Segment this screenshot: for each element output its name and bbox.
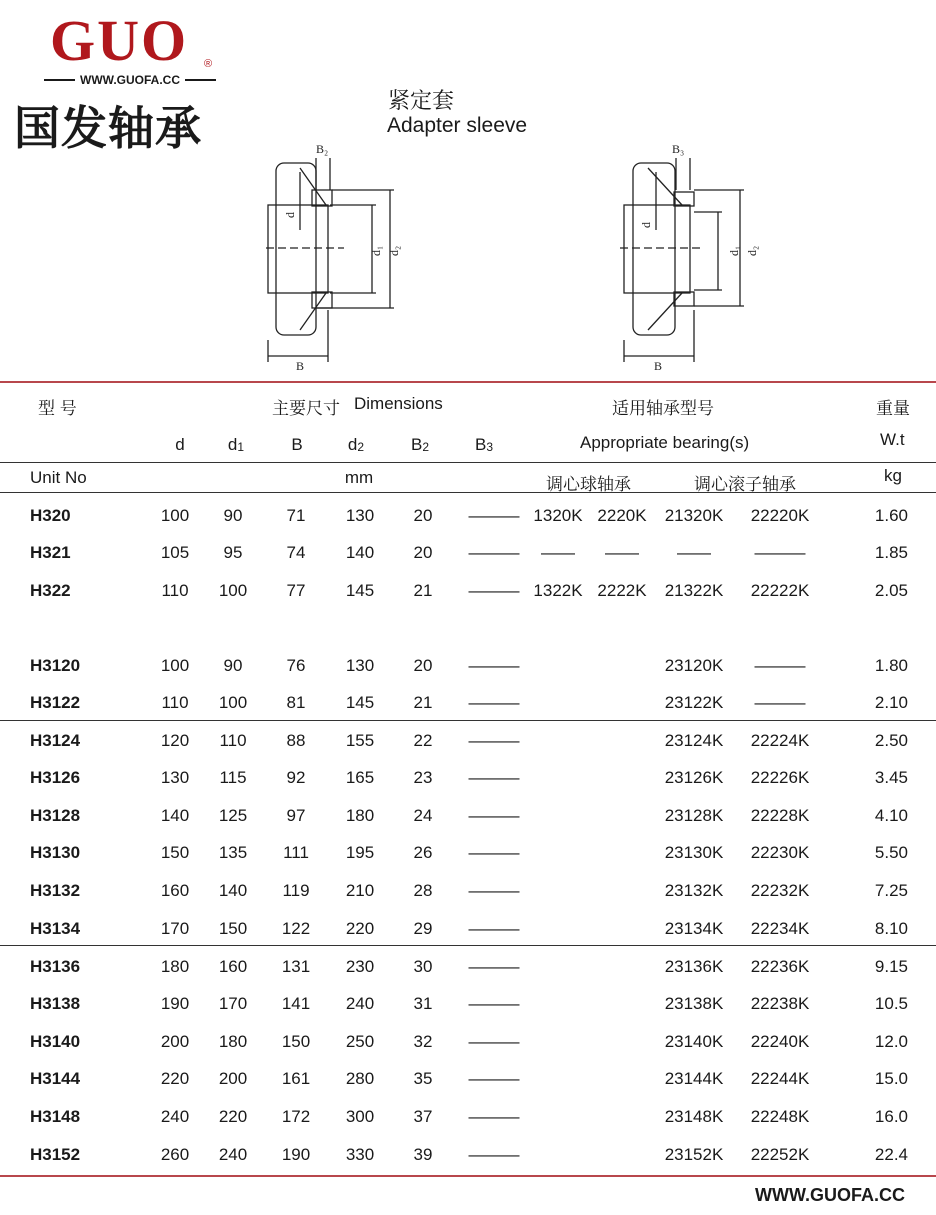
cell-weight: 8.10 [874,919,908,938]
diagram-right [620,158,744,362]
cell-ball-22: —— [605,543,639,562]
cell-b2: 28 [413,881,433,900]
cell-b3: ——— [468,1069,520,1088]
cell-roller-2: 21320K [664,506,724,525]
cell-d2: 330 [345,1145,375,1164]
cell-roller-22: 22224K [750,731,810,750]
cell-b: 161 [281,1069,311,1088]
cell-b: 97 [286,806,306,825]
group-separator [0,945,936,946]
cell-unit-no: H322 [30,581,71,600]
cell-d: 170 [160,919,190,938]
cell-b3: ——— [468,1145,520,1164]
header-roller-bearing-cn: 调心滚子轴承 [694,475,796,494]
header-col-b3: $B_3$ [474,435,494,454]
title-en: Adapter sleeve [387,114,528,137]
cell-roller-22: ——— [754,693,806,712]
cell-unit-no: H3140 [30,1032,81,1051]
cell-d1: 170 [218,994,248,1013]
cell-d: 260 [160,1145,190,1164]
cell-roller-2: —— [677,543,711,562]
header-rule [0,462,936,463]
cell-d1: 90 [223,656,243,675]
cell-roller-22: 22220K [750,506,810,525]
cell-d1: 160 [218,957,248,976]
cell-roller-2: 23138K [664,994,724,1013]
cell-weight: 1.60 [874,506,908,525]
header-model-cn: 型 号 [38,399,77,418]
cell-d2: 230 [345,957,375,976]
footer-url: WWW.GUOFA.CC [755,1185,905,1205]
cell-d1: 240 [218,1145,248,1164]
cell-weight: 2.10 [874,693,908,712]
diagram-right-b3-label: B₃ [672,142,685,156]
header-dims-cn: 主要尺寸 [272,399,340,418]
cell-weight: 22.4 [874,1145,908,1164]
cell-weight: 15.0 [874,1069,908,1088]
brand-name-cn: 国发轴承 [14,101,202,155]
diagram-right-d2-label: d₂ [745,245,759,256]
cell-roller-22: 22252K [750,1145,810,1164]
cell-roller-22: 22248K [750,1107,810,1126]
cell-b: 122 [281,919,311,938]
cell-b3: ——— [468,581,520,600]
cell-unit-no: H3132 [30,881,81,900]
header-unit-no: Unit No [30,468,87,487]
cell-d: 150 [160,843,190,862]
cell-b2: 31 [413,994,433,1013]
cell-unit-no: H3130 [30,843,81,862]
cell-d: 160 [160,881,190,900]
cell-b2: 24 [413,806,433,825]
cell-d2: 165 [345,768,375,787]
cell-b: 77 [286,581,306,600]
logo-url-text: WWW.GUOFA.CC [80,73,180,87]
cell-d1: 140 [218,881,248,900]
cell-d: 100 [160,656,190,675]
cell-b3: ——— [468,806,520,825]
cell-roller-2: 23132K [664,881,724,900]
cell-roller-22: 22228K [750,806,810,825]
cell-b3: ——— [468,1107,520,1126]
cell-d2: 145 [345,581,375,600]
cell-b: 74 [286,543,306,562]
cell-roller-2: 23134K [664,919,724,938]
cell-unit-no: H3122 [30,693,81,712]
cell-roller-22: 22234K [750,919,810,938]
cell-weight: 5.50 [874,843,908,862]
cell-weight: 12.0 [874,1032,908,1051]
diagram-left-d2-label: d₂ [387,245,401,256]
cell-b: 119 [282,881,310,900]
cell-weight: 16.0 [874,1107,908,1126]
cell-b3: ——— [468,768,520,787]
cell-d1: 110 [219,731,247,750]
cell-d2: 240 [345,994,375,1013]
cell-d2: 130 [345,656,375,675]
cell-d: 140 [160,806,190,825]
cell-b2: 23 [413,768,433,787]
cell-d1: 150 [218,919,248,938]
adapter-sleeve-diagrams [0,130,936,380]
cell-b2: 20 [413,543,433,562]
cell-d: 200 [160,1032,190,1051]
cell-unit-no: H3136 [30,957,81,976]
cell-d: 105 [160,543,190,562]
header-unit-kg: kg [884,466,902,485]
cell-b3: ——— [468,543,520,562]
cell-weight: 10.5 [874,994,908,1013]
cell-b2: 21 [413,693,433,712]
cell-unit-no: H320 [30,506,71,525]
header-weight-en: W.t [880,430,905,449]
cell-d: 110 [161,581,189,600]
group-separator [0,720,936,721]
bottom-rule [0,1175,936,1177]
cell-b: 190 [281,1145,311,1164]
cell-d2: 220 [345,919,375,938]
cell-d: 190 [160,994,190,1013]
cell-roller-22: 22238K [750,994,810,1013]
diagram-right-d1-label: d₁ [727,245,741,256]
cell-b2: 21 [413,581,433,600]
cell-b2: 32 [413,1032,433,1051]
cell-unit-no: H3152 [30,1145,81,1164]
cell-b2: 22 [413,731,433,750]
cell-b3: ——— [468,1032,520,1051]
cell-weight: 1.85 [874,543,908,562]
cell-d2: 155 [345,731,375,750]
cell-roller-2: 23144K [664,1069,724,1088]
cell-b3: ——— [468,957,520,976]
header-weight-cn: 重量 [876,399,910,418]
logo-url [44,72,216,88]
cell-roller-2: 23152K [664,1145,724,1164]
cell-ball-22: 2222K [597,581,647,600]
cell-weight: 9.15 [874,957,908,976]
cell-b3: ——— [468,994,520,1013]
cell-roller-22: 22244K [750,1069,810,1088]
cell-b: 150 [281,1032,311,1051]
cell-roller-22: 22236K [750,957,810,976]
diagram-right-b-label: B [654,359,663,373]
cell-roller-2: 23126K [664,768,724,787]
cell-b: 172 [281,1107,311,1126]
cell-weight: 1.80 [874,656,908,675]
cell-weight: 4.10 [874,806,908,825]
cell-unit-no: H3128 [30,806,81,825]
cell-roller-22: 22240K [750,1032,810,1051]
cell-d1: 100 [218,581,248,600]
cell-roller-2: 23124K [664,731,724,750]
cell-d: 180 [160,957,190,976]
cell-roller-2: 23136K [664,957,724,976]
cell-d2: 210 [345,881,375,900]
cell-d2: 145 [345,693,375,712]
cell-b: 92 [286,768,306,787]
cell-b: 81 [286,693,306,712]
cell-b: 88 [286,731,306,750]
cell-b: 111 [283,843,309,862]
cell-unit-no: H3148 [30,1107,81,1126]
diagram-right-d-label: d [639,222,653,228]
header-col-d1: $d_1$ [227,435,245,454]
brand-logo: GUO [50,8,189,73]
cell-roller-2: 21322K [664,581,724,600]
top-rule [0,381,936,383]
cell-b2: 20 [413,656,433,675]
cell-roller-22: ——— [754,543,806,562]
cell-d1: 200 [218,1069,248,1088]
header-unit-mm: mm [344,468,374,487]
cell-b3: ——— [468,656,520,675]
cell-b2: 26 [413,843,433,862]
cell-b2: 35 [413,1069,433,1088]
cell-d: 240 [160,1107,190,1126]
cell-roller-2: 23120K [664,656,724,675]
cell-d: 110 [161,693,189,712]
cell-d: 120 [160,731,190,750]
cell-roller-2: 23130K [664,843,724,862]
cell-weight: 2.50 [874,731,908,750]
cell-b3: ——— [468,919,520,938]
cell-d1: 180 [218,1032,248,1051]
cell-d2: 280 [345,1069,375,1088]
cell-d2: 250 [345,1032,375,1051]
cell-weight: 3.45 [874,768,908,787]
cell-roller-22: 22226K [750,768,810,787]
header-col-b: B [291,435,303,454]
cell-b2: 29 [413,919,433,938]
header-col-b2: $B_2$ [410,435,430,454]
cell-b2: 20 [413,506,433,525]
cell-d1: 135 [218,843,248,862]
cell-b2: 30 [413,957,433,976]
cell-d2: 300 [345,1107,375,1126]
cell-ball-22: 2220K [597,506,647,525]
cell-unit-no: H3126 [30,768,81,787]
cell-roller-2: 23148K [664,1107,724,1126]
cell-b3: ——— [468,843,520,862]
cell-weight: 7.25 [874,881,908,900]
cell-b3: ——— [468,693,520,712]
cell-d2: 180 [345,806,375,825]
cell-d1: 125 [218,806,248,825]
cell-d1: 95 [223,543,243,562]
cell-b2: 37 [413,1107,433,1126]
cell-b3: ——— [468,731,520,750]
header-col-d: d [175,435,185,454]
cell-b: 131 [281,957,311,976]
cell-d: 100 [160,506,190,525]
cell-d1: 100 [218,693,248,712]
cell-b3: ——— [468,881,520,900]
cell-d2: 195 [345,843,375,862]
diagram-left-b2-label: B₂ [316,142,329,156]
cell-roller-22: 22230K [750,843,810,862]
diagram-left-b-label: B [296,359,305,373]
cell-unit-no: H3138 [30,994,81,1013]
cell-unit-no: H321 [30,543,71,562]
cell-weight: 2.05 [874,581,908,600]
cell-d1: 90 [223,506,243,525]
cell-roller-22: 22222K [750,581,810,600]
cell-b: 76 [286,656,306,675]
diagram-left [266,158,394,362]
cell-d: 220 [160,1069,190,1088]
cell-unit-no: H3120 [30,656,81,675]
header-dims-en: Dimensions [354,394,443,413]
cell-roller-2: 23122K [664,693,724,712]
header-col-d2: $d_2$ [347,435,365,454]
cell-d1: 115 [219,768,247,787]
cell-b3: ——— [468,506,520,525]
cell-ball-13: 1322K [533,581,583,600]
cell-d2: 130 [345,506,375,525]
header-bearing-en: Appropriate bearing(s) [580,433,750,452]
cell-b: 141 [281,994,311,1013]
header-ball-bearing-cn: 调心球轴承 [546,475,631,494]
registered-mark: ® [204,58,213,70]
diagram-left-d1-label: d₁ [369,245,383,256]
cell-roller-22: ——— [754,656,806,675]
cell-roller-2: 23128K [664,806,724,825]
cell-d1: 220 [218,1107,248,1126]
cell-roller-2: 23140K [664,1032,724,1051]
header-bearing-cn: 适用轴承型号 [612,399,714,418]
cell-ball-13: 1320K [533,506,583,525]
title-cn: 紧定套 [388,89,455,114]
cell-d: 130 [160,768,190,787]
cell-unit-no: H3134 [30,919,81,938]
cell-unit-no: H3124 [30,731,81,750]
cell-b: 71 [286,506,306,525]
cell-roller-22: 22232K [750,881,810,900]
cell-d2: 140 [345,543,375,562]
cell-ball-13: —— [541,543,575,562]
cell-b2: 39 [413,1145,433,1164]
diagram-left-d-label: d [283,212,297,218]
cell-unit-no: H3144 [30,1069,81,1088]
